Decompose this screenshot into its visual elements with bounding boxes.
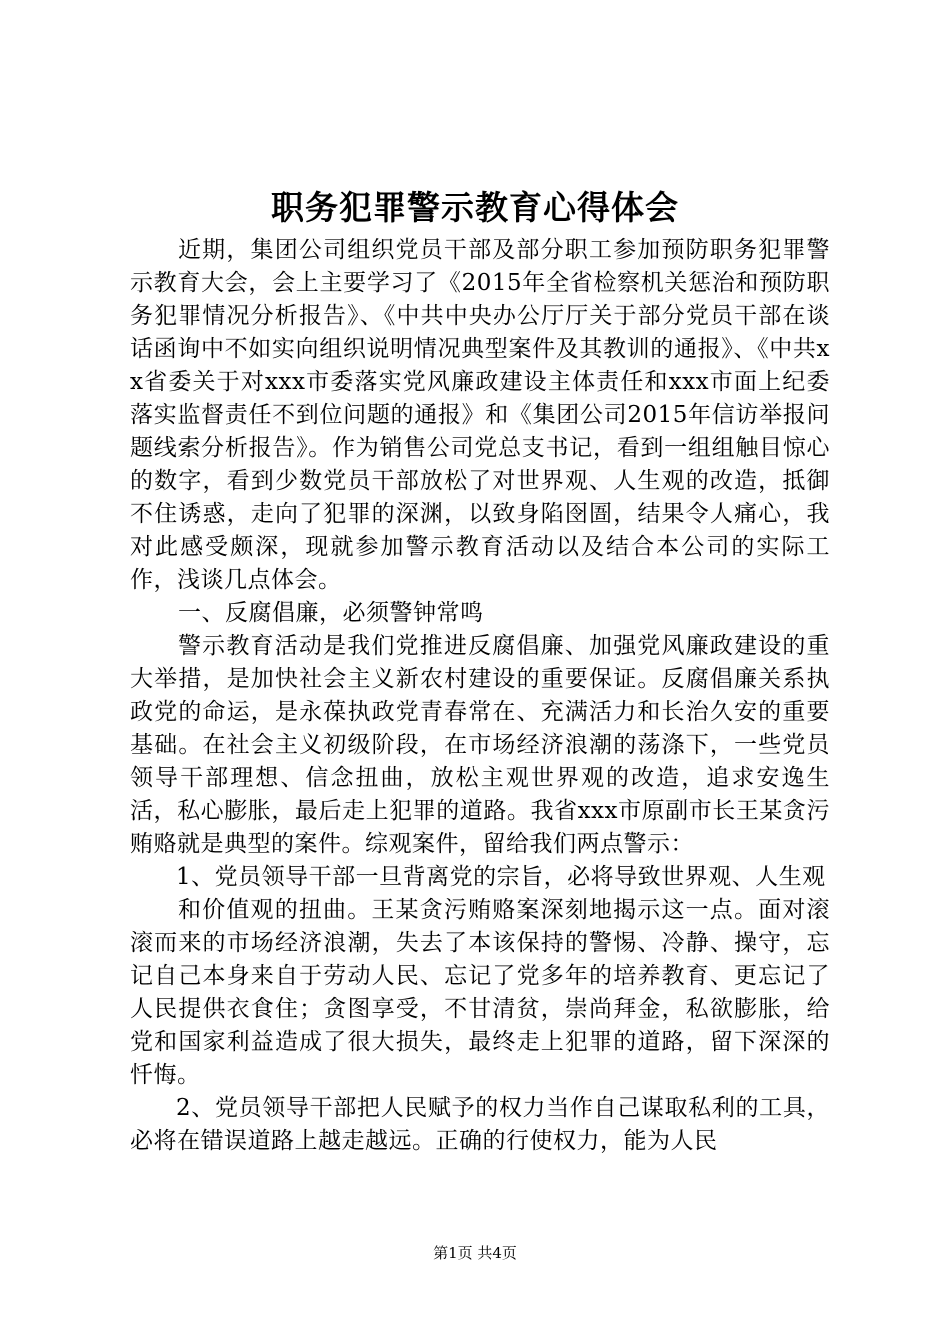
page-number: 第1页 共4页 [433, 1244, 517, 1262]
document-body [130, 234, 830, 1158]
paragraph-warning-education: 警示教育活动是我们党推进反腐倡廉、加强党风廉政建设的重大举措，是加快社会主义新农村建设的重要保证。反腐倡廉关系执政党的命运，是永葆执政党青春常在、充满活力和长治久安的重要基础。在社会主义初级阶段，在市场经济浪潮的荡涤下，一些党员领导干部理想、信念扭曲，放松主观世界观的改造，追求安逸生活，私心膨胀，最后走上犯罪的道路。我省xxx市原副市长王某贪污贿赂就是典型的案件。综观案件，留给我们两点警示： [130, 633, 830, 857]
paragraph-point-2: 2、党员领导干部把人民赋予的权力当作自己谋取私利的工具，必将在错误道路上越走越远。正确的行使权力，能为人民 [130, 1095, 830, 1154]
section-heading-1: 一、反腐倡廉，必须警钟常鸣 [178, 600, 484, 626]
paragraph-point-1-continued: 和价值观的扭曲。王某贪污贿赂案深刻地揭示这一点。面对滚滚而来的市场经济浪潮，失去了本该保持的警惕、冷静、操守，忘记自己本身来自于劳动人民、忘记了党多年的培养教育、更忘记了人民提供衣食住；贪图享受，不甘清贫，崇尚拜金，私欲膨胀，给党和国家利益造成了很大损失，最终走上犯罪的道路，留下深深的忏悔。 [130, 897, 830, 1088]
paragraph-point-1: 1、党员领导干部一旦背离党的宗旨，必将导致世界观、人生观 [176, 864, 826, 890]
paragraph-intro: 近期，集团公司组织党员干部及部分职工参加预防职务犯罪警示教育大会，会上主要学习了《2015年全省检察机关惩治和预防职务犯罪情况分析报告》、《中共中央办公厅厅关于部分党员干部在谈话函询中不如实向组织说明情况典型案件及其教训的通报》、《中共xx省委关于对xxx市委落实党风廉政建设主体责任和xxx市面上纪委落实监督责任不到位问题的通报》和《集团公司2015年信访举报问题线索分析报告》。作为销售公司党总支书记，看到一组组触目惊心的数字，看到少数党员干部放松了对世界观、人生观的改造，抵御不住诱惑，走向了犯罪的深渊，以致身陷囹圄，结果令人痛心，我对此感受颇深，现就参加警示教育活动以及结合本公司的实际工作，浅谈几点体会。 [130, 237, 830, 593]
document-title: 职务犯罪警示教育心得体会 [271, 188, 679, 227]
